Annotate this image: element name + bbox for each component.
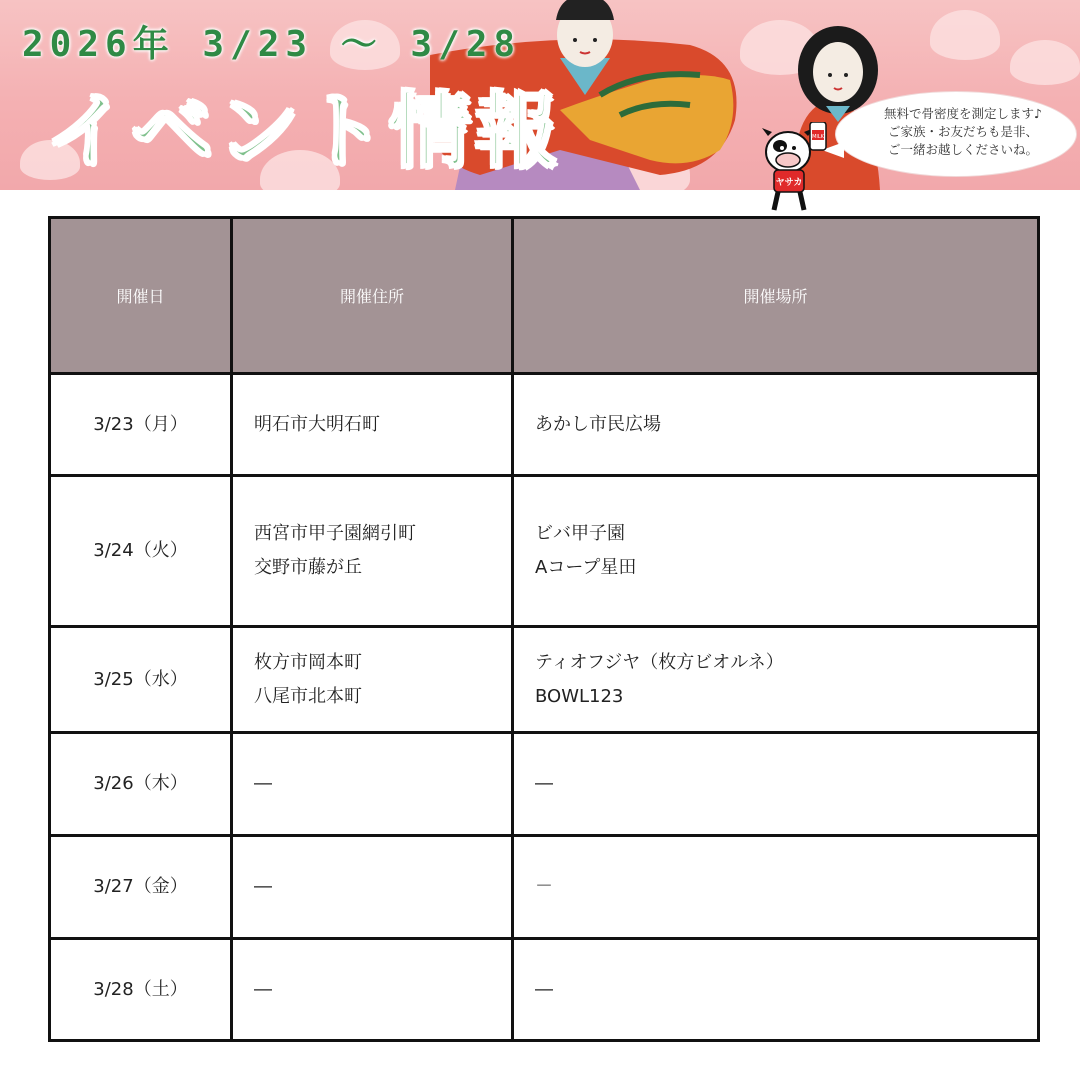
cell-venue — [513, 627, 1039, 733]
address-line: 明石市大明石町 — [254, 413, 380, 435]
header-date: 開催日 — [50, 218, 232, 374]
table-row — [50, 733, 1039, 836]
cell-date: 3/26（木） — [50, 733, 232, 836]
bubble-line: 無料で骨密度を測定します♪ — [884, 106, 1042, 121]
page-title: イベント情報 — [45, 84, 562, 179]
cell-address — [232, 374, 513, 476]
bubble-line: ご家族・お友だちも是非、 — [887, 124, 1038, 139]
cell-venue — [513, 836, 1039, 939]
table-row — [50, 939, 1039, 1041]
address-line: 枚方市岡本町 — [254, 651, 362, 673]
cell-address — [232, 476, 513, 627]
venue-line: あかし市民広場 — [535, 413, 661, 435]
speech-bubble-text — [858, 105, 1068, 159]
header-address: 開催住所 — [232, 218, 513, 374]
header-banner — [0, 0, 1080, 190]
cell-date: 3/25（水） — [50, 627, 232, 733]
table-row — [50, 374, 1039, 476]
cell-venue — [513, 733, 1039, 836]
address-line: 西宮市甲子園網引町 — [254, 523, 416, 544]
table-row — [50, 836, 1039, 939]
address-line: 八尾市北本町 — [254, 685, 362, 707]
venue-line: ― — [535, 773, 553, 794]
venue-line: Aコープ星田 — [535, 557, 637, 578]
address-line: ― — [254, 978, 272, 1000]
cell-date: 3/23（月） — [50, 374, 232, 476]
address-line: 交野市藤が丘 — [254, 557, 362, 578]
event-date-range: 2026年 3/23 ～ 3/28 — [22, 24, 522, 65]
cell-venue — [513, 939, 1039, 1041]
cell-address — [232, 836, 513, 939]
cell-address — [232, 939, 513, 1041]
milk-bottle-label: MILK — [812, 134, 824, 140]
event-schedule-table — [48, 216, 1040, 1042]
venue-line: BOWL123 — [535, 685, 624, 707]
venue-line: ティオフジヤ（枚方ビオルネ） — [535, 651, 784, 673]
cell-date: 3/28（土） — [50, 939, 232, 1041]
bubble-line: ご一緒お越しくださいね。 — [887, 142, 1038, 157]
cell-venue — [513, 374, 1039, 476]
table-header-row — [50, 218, 1039, 374]
cell-address — [232, 627, 513, 733]
header-venue: 開催場所 — [513, 218, 1039, 374]
table-row — [50, 476, 1039, 627]
venue-line: ビバ甲子園 — [535, 523, 625, 544]
venue-line: ― — [535, 978, 553, 1000]
cell-date: 3/24（火） — [50, 476, 232, 627]
venue-line: － — [535, 876, 553, 897]
cell-address — [232, 733, 513, 836]
address-line: ― — [254, 876, 272, 897]
cell-date: 3/27（金） — [50, 836, 232, 939]
table-row — [50, 627, 1039, 733]
mascot-shirt-label: ヤサカ — [775, 178, 803, 188]
cow-mascot-icon — [760, 122, 830, 212]
address-line: ― — [254, 773, 272, 794]
cell-venue — [513, 476, 1039, 627]
